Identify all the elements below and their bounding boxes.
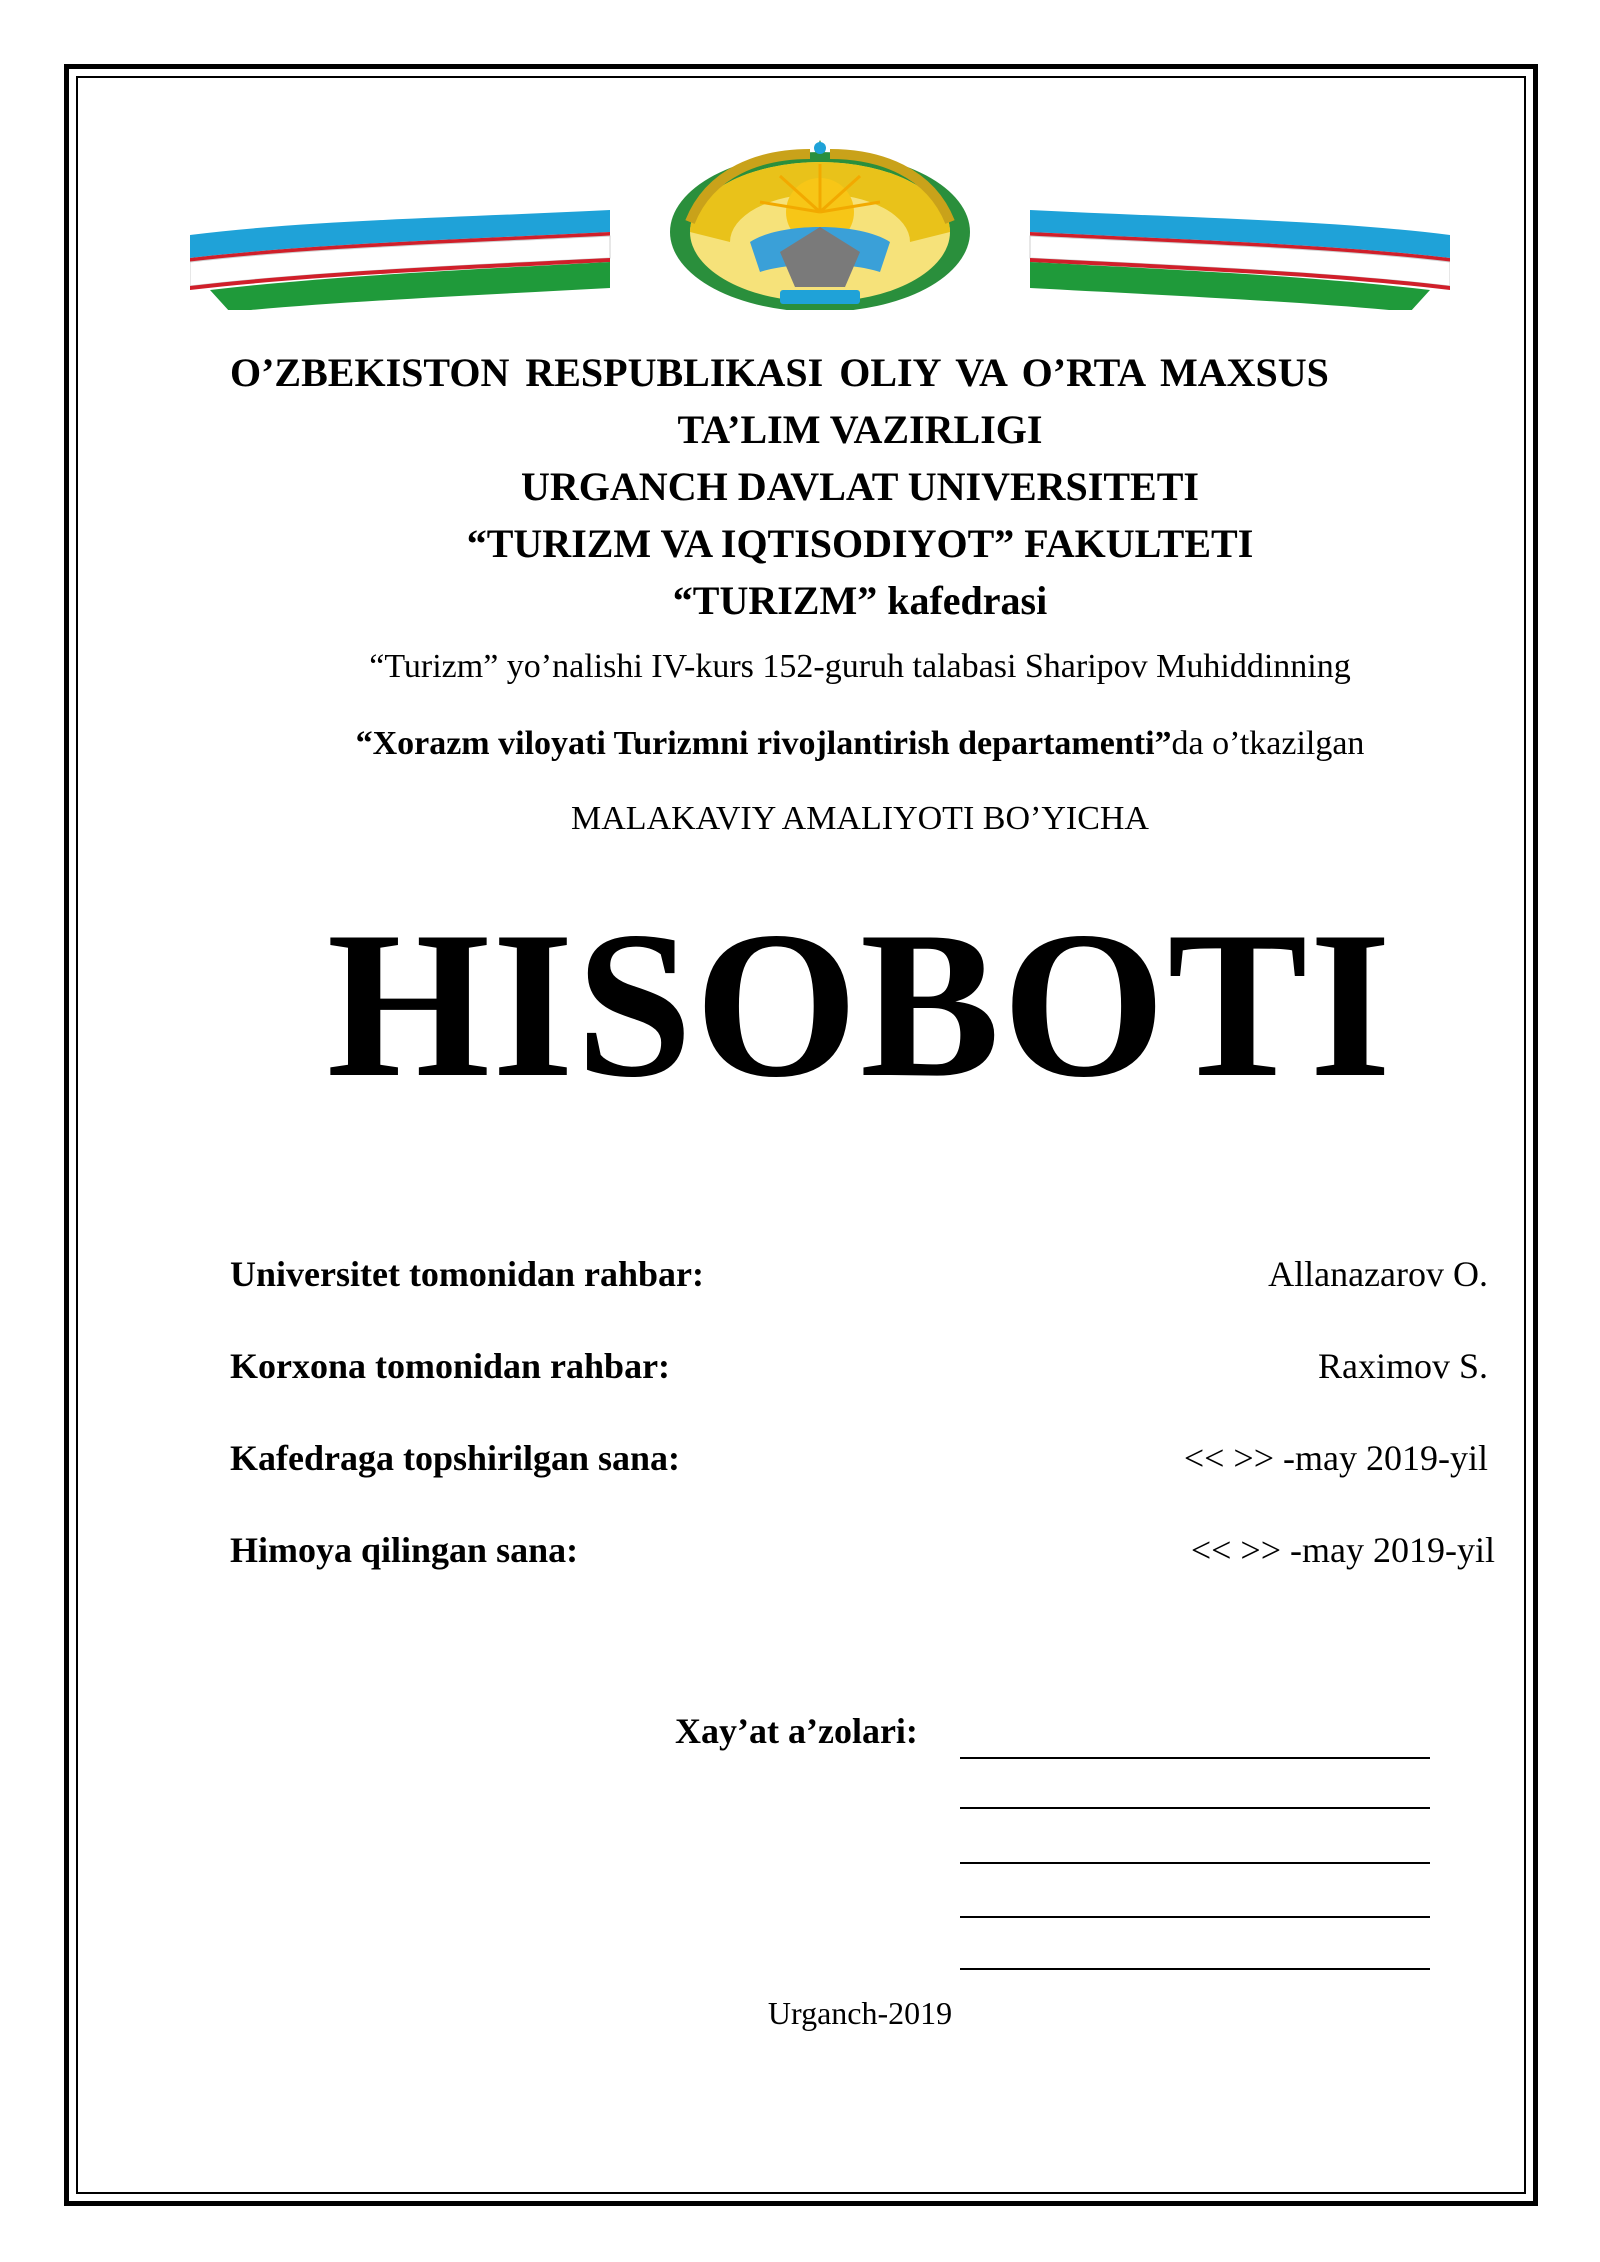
department-heading: “TURIZM” kafedrasi <box>672 578 1048 623</box>
committee-label: Xay’at a’zolari: <box>675 1711 918 1751</box>
detail-value: << >> -may 2019-yil <box>1190 1530 1495 1570</box>
detail-row <box>230 1529 1495 1581</box>
ministry-heading-line1: O’ZBEKISTON RESPUBLIKASI OLIY VA O’RTA MAXSUS <box>230 350 1329 395</box>
detail-label: Kafedraga topshirilgan sana: <box>230 1438 681 1478</box>
state-emblem-icon <box>190 140 1450 310</box>
detail-label: Korxona tomonidan rahbar: <box>230 1346 671 1386</box>
detail-row <box>230 1437 1488 1489</box>
organization-line <box>160 725 1560 763</box>
detail-label: Himoya qilingan sana: <box>230 1530 579 1570</box>
organization-suffix: da o’tkazilgan <box>1171 725 1365 762</box>
place-year-footer: Urganch-2019 <box>767 1995 953 2031</box>
signature-line <box>960 1916 1430 1918</box>
detail-label: Universitet tomonidan rahbar: <box>230 1254 704 1294</box>
signature-line <box>960 1862 1430 1864</box>
detail-value: << >> -may 2019-yil <box>1183 1438 1488 1478</box>
flag-ribbon-right-icon <box>1030 210 1450 310</box>
signature-line <box>960 1807 1430 1809</box>
signature-line <box>960 1968 1430 1970</box>
detail-row <box>230 1253 1488 1305</box>
coat-of-arms-icon <box>670 140 970 310</box>
report-title: HISOBOTI <box>326 889 1394 1121</box>
university-heading: URGANCH DAVLAT UNIVERSITETI <box>521 464 1199 509</box>
flag-ribbon-left-icon <box>190 210 610 310</box>
ministry-heading-line2: TA’LIM VAZIRLIGI <box>677 407 1043 452</box>
detail-value: Allanazarov O. <box>1268 1254 1488 1294</box>
signature-line <box>960 1757 1430 1759</box>
organization-name: “Xorazm viloyati Turizmni rivojlantirish departamenti” <box>355 725 1172 762</box>
detail-row <box>230 1345 1488 1397</box>
detail-value: Raximov S. <box>1317 1346 1488 1386</box>
faculty-heading: “TURIZM VA IQTISODIYOT” FAKULTETI <box>466 521 1254 566</box>
student-info-line: “Turizm” yo’nalishi IV-kurs 152-guruh talabasi Sharipov Muhiddinning <box>369 648 1351 685</box>
practice-subject-line: MALAKAVIY AMALIYOTI BO’YICHA <box>571 800 1149 837</box>
